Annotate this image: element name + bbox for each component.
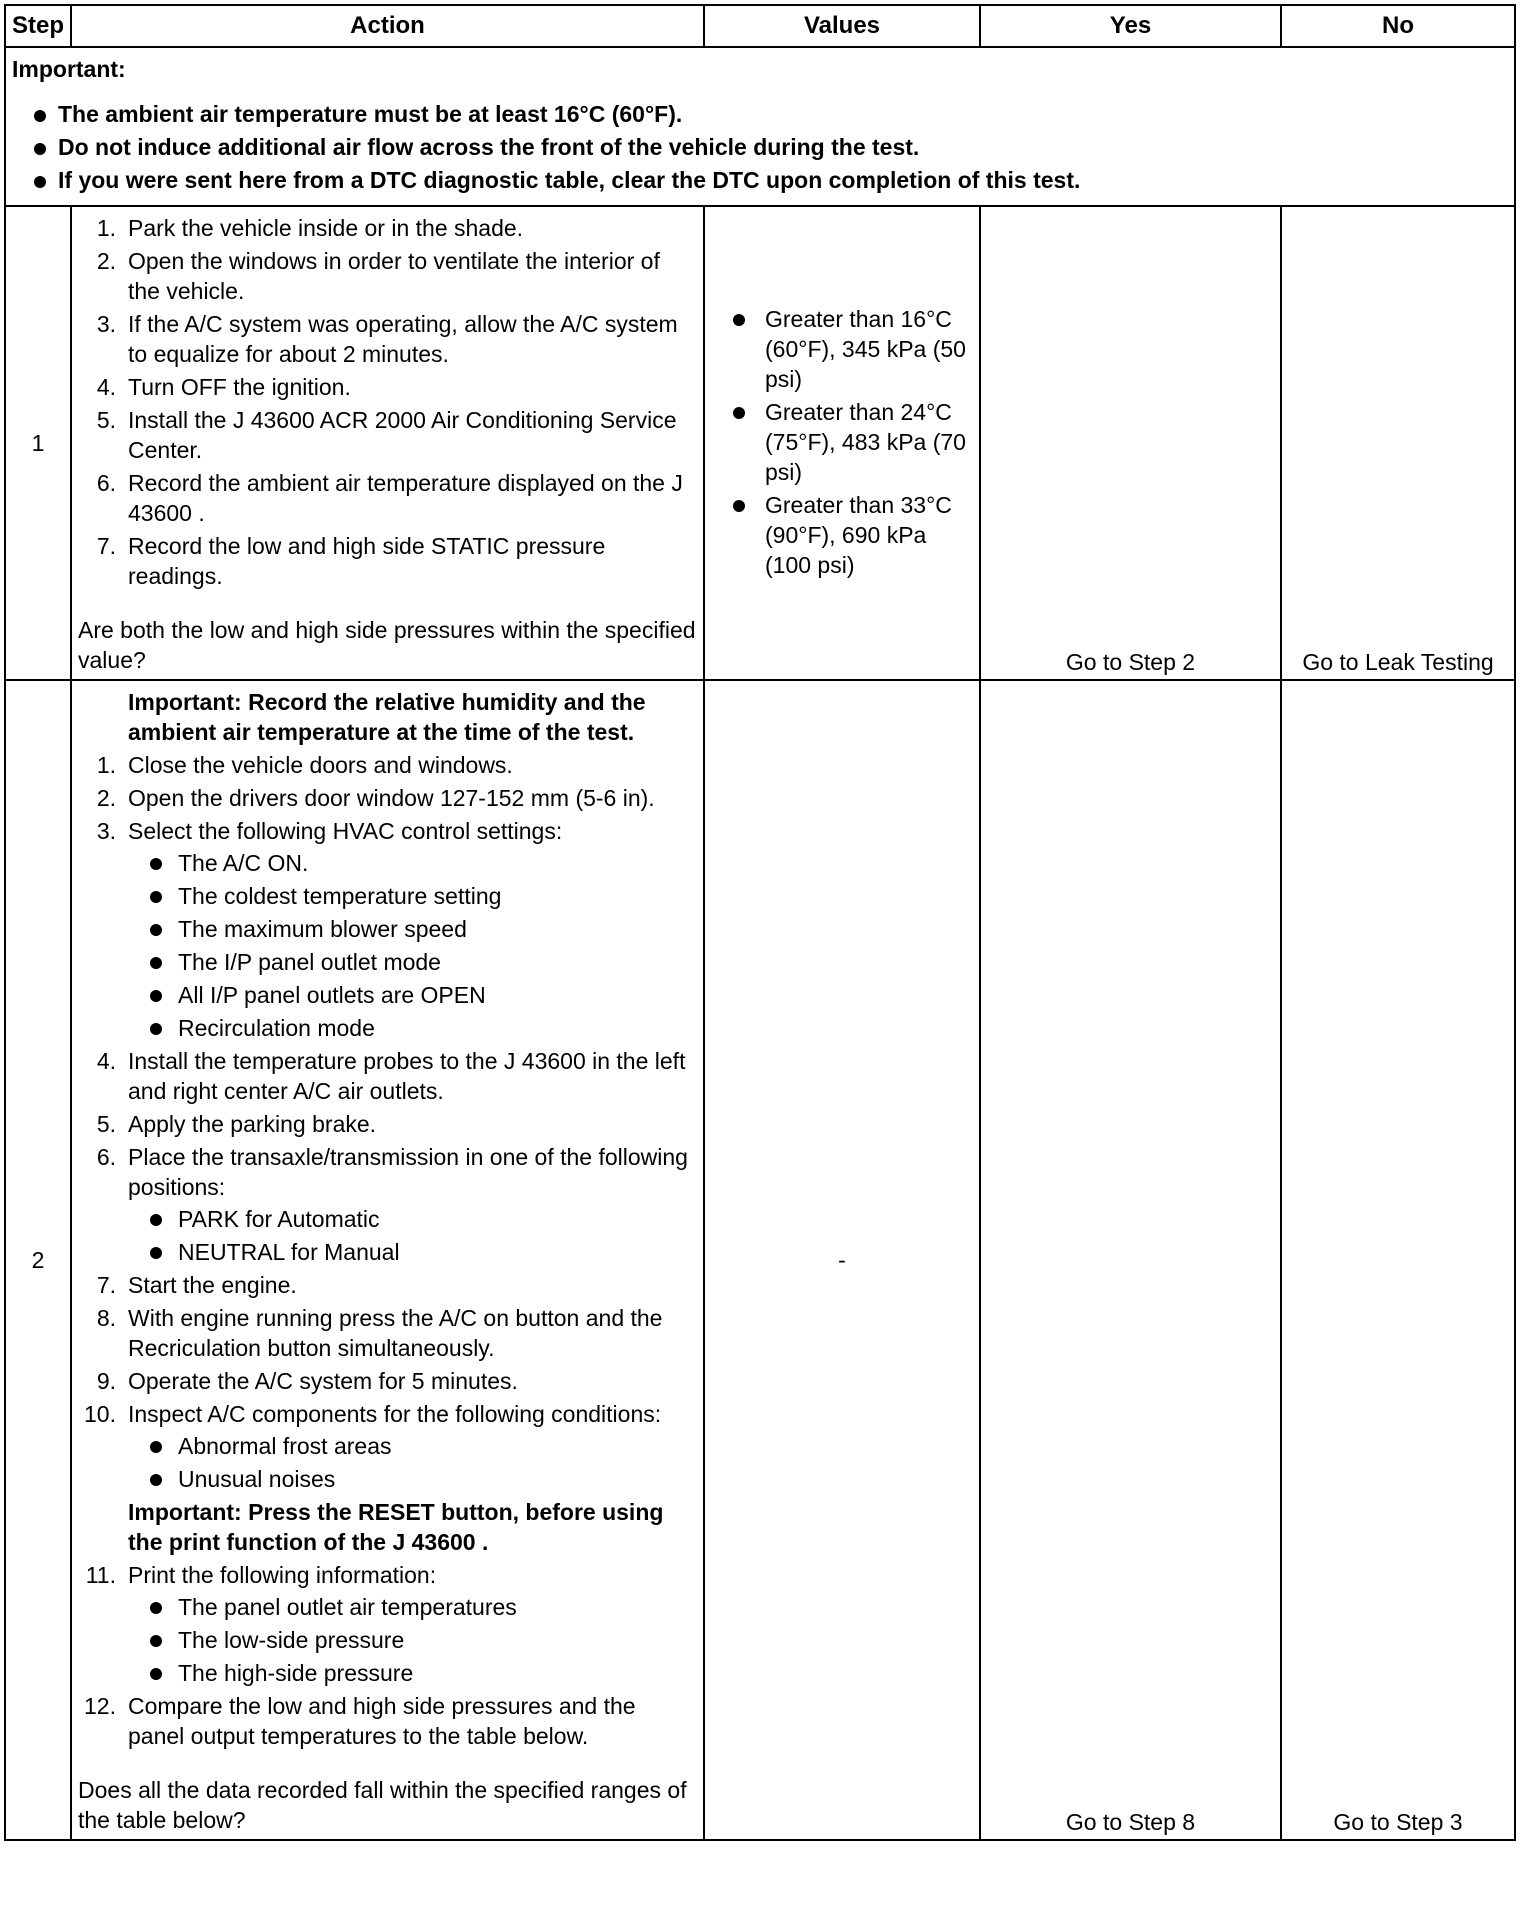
important-label: Important: [12, 56, 126, 82]
action-item: 9. Operate the A/C system for 5 minutes. [96, 1368, 518, 1394]
step-1-yes: Go to Step 2 [980, 206, 1281, 680]
header-step: Step [5, 5, 71, 47]
action-item: 5. Apply the parking brake. [96, 1111, 377, 1137]
sub-item: Abnormal frost areas [128, 1431, 697, 1461]
sub-list [128, 1204, 697, 1267]
action-item: 6. Record the ambient air temperature displayed on the J 43600 . [96, 470, 683, 526]
step-1-no: Go to Leak Testing [1281, 206, 1515, 680]
action-item: 7. Record the low and high side STATIC pressure readings. [96, 533, 606, 589]
sub-item: The low-side pressure [128, 1625, 697, 1655]
important-item: The ambient air temperature must be at least 16°C (60°F). [12, 98, 1508, 131]
step-2-yes: Go to Step 8 [980, 680, 1281, 1840]
step-2-action-list [78, 687, 697, 1751]
header-row [5, 5, 1515, 47]
step-2-no: Go to Step 3 [1281, 680, 1515, 1840]
sub-list [128, 1431, 697, 1494]
action-item: 4. Turn OFF the ignition. [96, 374, 351, 400]
sub-item: PARK for Automatic [128, 1204, 697, 1234]
step-2-question: Does all the data recorded fall within the specified ranges of the table below? [78, 1777, 687, 1833]
action-item: 2. Open the drivers door window 127-152 mm (5-6 in). [96, 785, 655, 811]
value-item: Greater than 24°C (75°F), 483 kPa (70 psi) [711, 397, 973, 487]
action-item: 11. Print the following information: The panel outlet air temperatures The low-side pressure The high-side pressure [78, 1560, 697, 1688]
value-item: Greater than 33°C (90°F), 690 kPa (100 psi) [711, 490, 973, 580]
action-item: 4. Install the temperature probes to the J 43600 in the left and right center A/C air outlets. [96, 1048, 686, 1104]
step-2-row [5, 680, 1515, 1840]
action-item: 2. Open the windows in order to ventilate the interior of the vehicle. [96, 248, 660, 304]
action-item: 7. Start the engine. [96, 1272, 297, 1298]
important-note: Important: Press the RESET button, before using the print function of the J 43600 . [128, 1499, 664, 1555]
value-item: Greater than 16°C (60°F), 345 kPa (50 psi) [711, 304, 973, 394]
sub-list [128, 848, 697, 1043]
step-2-values: - [704, 680, 980, 1840]
header-yes: Yes [980, 5, 1281, 47]
header-action: Action [71, 5, 704, 47]
sub-item: Unusual noises [128, 1464, 697, 1494]
step-1-number: 1 [5, 206, 71, 680]
important-cell [5, 47, 1515, 206]
action-item: 6. Place the transaxle/transmission in one of the following positions: PARK for Automatic NEUTRAL for Manual [78, 1142, 697, 1267]
step-1-action-list [78, 213, 697, 591]
diagnostic-table [4, 4, 1516, 1841]
action-item: 12. Compare the low and high side pressures and the panel output temperatures to the table below. [84, 1693, 636, 1749]
action-item: 1. Park the vehicle inside or in the shade. [96, 215, 524, 241]
important-row [5, 47, 1515, 206]
action-item: 5. Install the J 43600 ACR 2000 Air Conditioning Service Center. [96, 407, 677, 463]
sub-item: The high-side pressure [128, 1658, 697, 1688]
step-2-action [71, 680, 704, 1840]
sub-item: The I/P panel outlet mode [128, 947, 697, 977]
sub-item: Recirculation mode [128, 1013, 697, 1043]
sub-item: The maximum blower speed [128, 914, 697, 944]
step-1-action [71, 206, 704, 680]
sub-item: All I/P panel outlets are OPEN [128, 980, 697, 1010]
action-item: 8. With engine running press the A/C on button and the Recriculation button simultaneously. [96, 1305, 663, 1361]
action-item: 3. Select the following HVAC control settings: The A/C ON. The coldest temperature setting The maximum blower speed The I/P panel outlet mode All I/P panel outlets are OPEN Recirculation mode [78, 816, 697, 1043]
sub-list [128, 1592, 697, 1688]
sub-item: The panel outlet air temperatures [128, 1592, 697, 1622]
step-1-question: Are both the low and high side pressures within the specified value? [78, 617, 696, 673]
sub-item: NEUTRAL for Manual [128, 1237, 697, 1267]
step-1-values [704, 206, 980, 680]
sub-item: The coldest temperature setting [128, 881, 697, 911]
important-item: Do not induce additional air flow across the front of the vehicle during the test. [12, 131, 1508, 164]
action-item: 3. If the A/C system was operating, allow the A/C system to equalize for about 2 minutes. [96, 311, 678, 367]
step-1-values-list [711, 304, 973, 580]
step-1-row [5, 206, 1515, 680]
sub-item: The A/C ON. [128, 848, 697, 878]
important-list [12, 98, 1508, 197]
header-no: No [1281, 5, 1515, 47]
header-values: Values [704, 5, 980, 47]
action-item: 1. Close the vehicle doors and windows. [96, 752, 513, 778]
important-item: If you were sent here from a DTC diagnostic table, clear the DTC upon completion of this test. [12, 164, 1508, 197]
action-item: 10. Inspect A/C components for the following conditions: Abnormal frost areas Unusual noises [78, 1399, 697, 1494]
important-note: Important: Record the relative humidity and the ambient air temperature at the time of the test. [128, 689, 646, 745]
step-2-number: 2 [5, 680, 71, 1840]
